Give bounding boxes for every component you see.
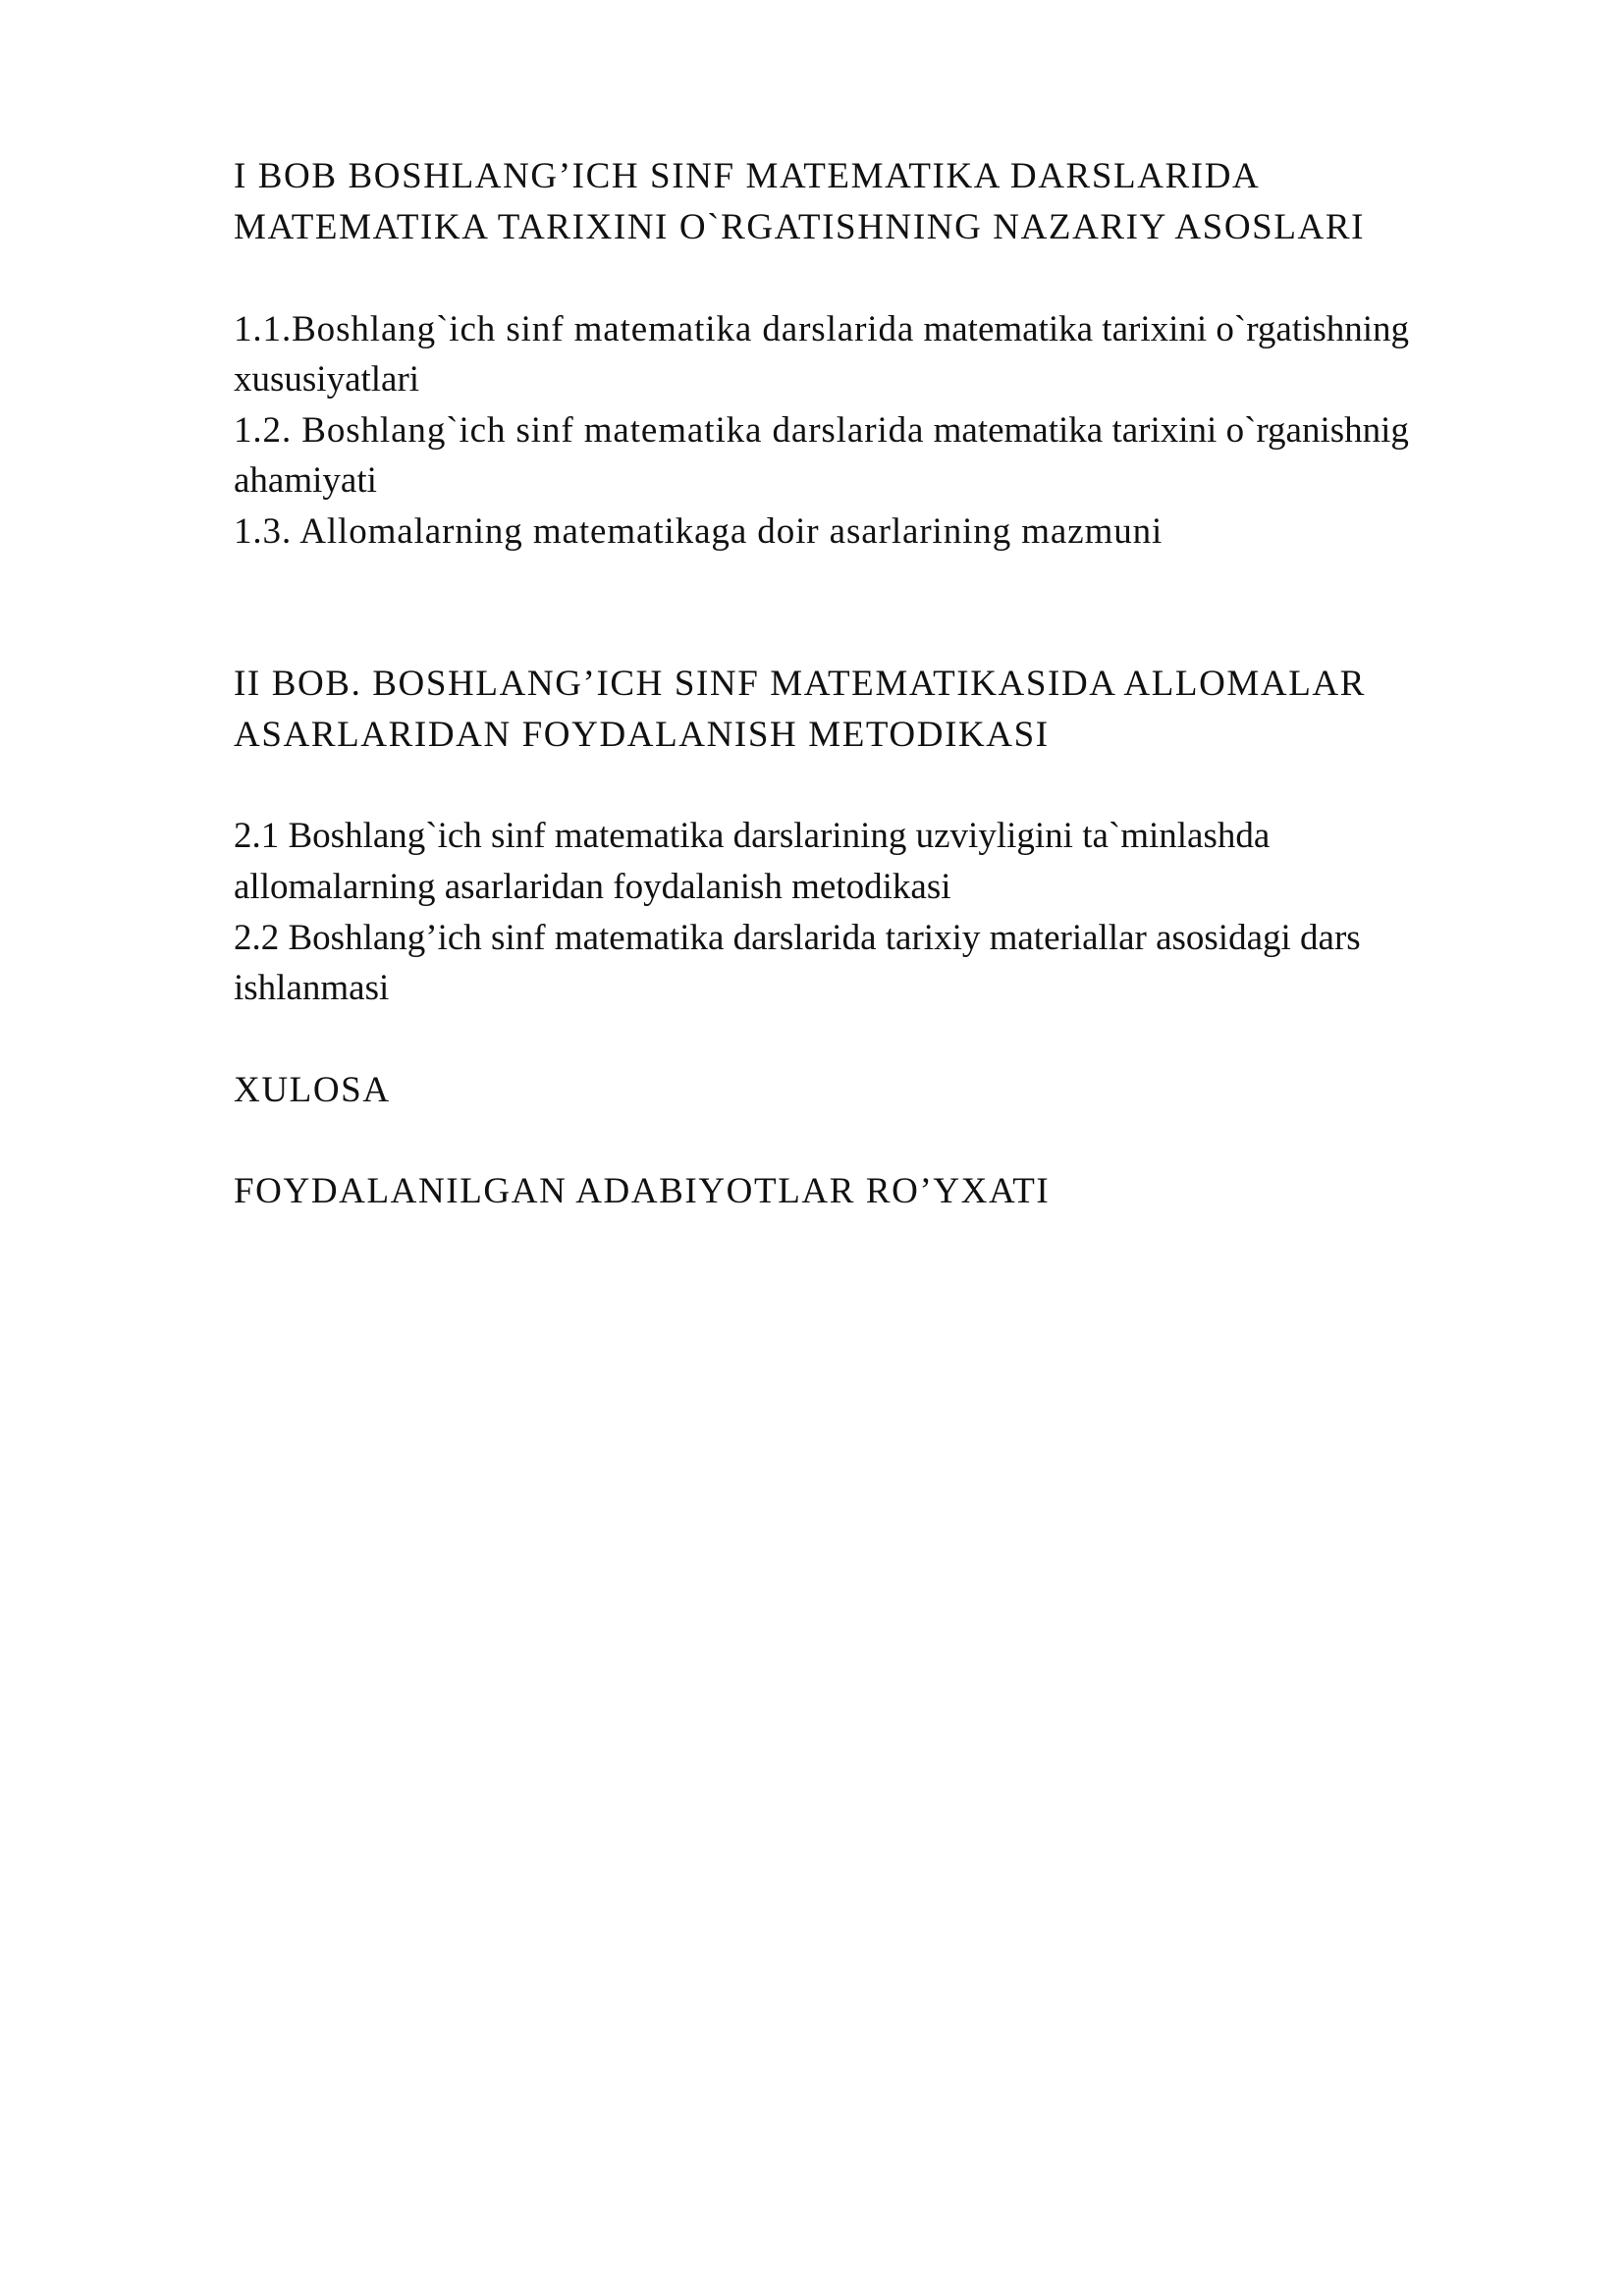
section-1-3-line1: 1.3. Allomalarning matematikaga doir asarlarining mazmuni — [234, 511, 1164, 552]
section-1-1-line1-part1: 1.1.Boshlang`ich sinf matematika darslarida — [234, 309, 915, 349]
references-heading: FOYDALANILGAN ADABIYOTLAR RO’YXATI — [234, 1171, 1051, 1211]
section-2-2-line1: 2.2 Boshlang’ich sinf matematika darslarida tarixiy materiallar asosidagi dars — [234, 918, 1361, 958]
conclusion-heading: XULOSA — [234, 1070, 391, 1110]
section-1-2-line1 — [234, 406, 1409, 455]
chapter1-title-line1: I BOB BOSHLANG’ICH SINF MATEMATIKA DARSLARIDA — [234, 156, 1261, 196]
section-2-1-line2: allomalarning asarlaridan foydalanish metodikasi — [234, 867, 951, 907]
section-1-2-line1-part1: 1.2. Boshlang`ich sinf matematika darslarida — [234, 410, 925, 451]
section-1-2-line1-part2: matematika tarixini o`rganishnig — [933, 410, 1409, 451]
section-2-2-line2: ishlanmasi — [234, 968, 390, 1008]
section-1-1-line1 — [234, 305, 1409, 354]
chapter1-title-line2: MATEMATIKA TARIXINI O`RGATISHNING NAZARIY ASOSLARI — [234, 207, 1366, 247]
chapter2-title-line1: II BOB. BOSHLANG’ICH SINF MATEMATIKASIDA ALLOMALAR — [234, 664, 1367, 704]
section-1-1-line2: xususiyatlari — [234, 359, 420, 400]
section-1-2-line2: ahamiyati — [234, 460, 377, 501]
section-2-1-line1: 2.1 Boshlang`ich sinf matematika darslarining uzviyligini ta`minlashda — [234, 816, 1271, 856]
chapter2-title-line2: ASARLARIDAN FOYDALANISH METODIKASI — [234, 715, 1050, 755]
section-1-1-line1-part2: matematika tarixini o`rgatishning — [923, 309, 1410, 349]
